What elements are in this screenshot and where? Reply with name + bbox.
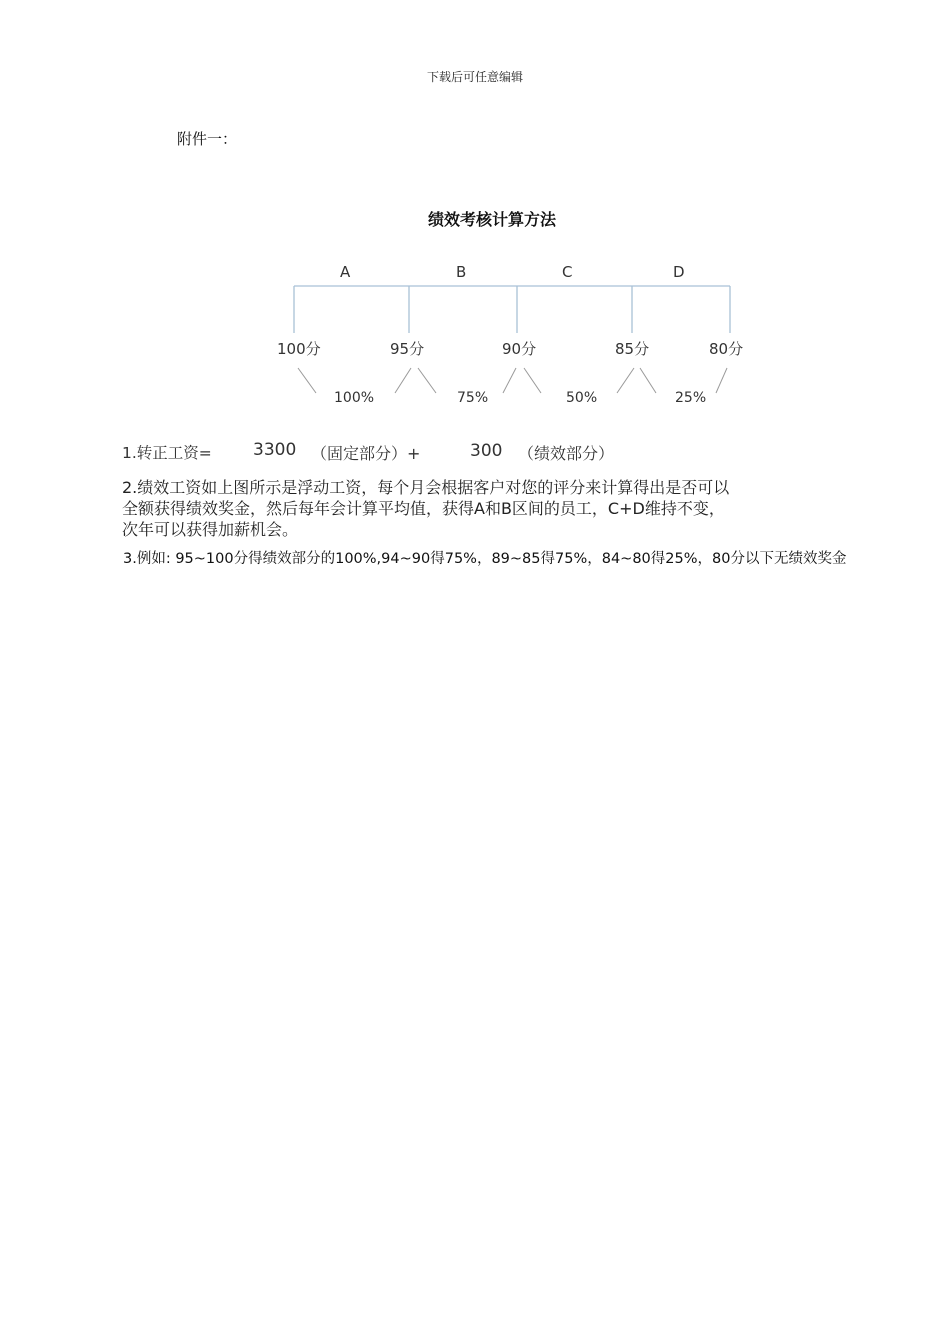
branch-80-left	[716, 368, 727, 393]
branch-85-left	[617, 368, 634, 393]
fixed-amount: 3300	[253, 440, 297, 460]
fixed-note: （固定部分）+	[311, 444, 421, 463]
branch-95-left	[395, 368, 411, 393]
grade-label-d: D	[673, 263, 685, 281]
percent-label-25: 25%	[675, 390, 707, 406]
tree-lines	[294, 286, 730, 333]
performance-amount: 300	[470, 441, 503, 461]
salary-label: 1.转正工资=	[122, 444, 212, 462]
branch-90-left	[503, 368, 516, 393]
score-label-95: 95分	[390, 340, 425, 358]
percent-label-75: 75%	[457, 390, 489, 406]
paragraph-line: 2.绩效工资如上图所示是浮动工资，每个月会根据客户对您的评分来计算得出是否可以	[122, 478, 730, 497]
grade-label-b: B	[456, 263, 467, 281]
grade-label-a: A	[340, 263, 351, 281]
performance-note: （绩效部分）	[518, 444, 615, 463]
paragraph-line: 全额获得绩效奖金，然后每年会计算平均值，获得A和B区间的员工，C+D维持不变，	[122, 499, 725, 518]
branch-100-right	[298, 368, 316, 393]
score-label-85: 85分	[615, 340, 650, 358]
paragraph-line: 次年可以获得加薪机会。	[122, 520, 299, 539]
header-note: 下载后可任意编辑	[426, 70, 523, 84]
document-title: 绩效考核计算方法	[427, 210, 556, 229]
attachment-label: 附件一：	[177, 130, 238, 148]
branch-85-right	[640, 368, 656, 393]
score-label-100: 100分	[277, 340, 321, 358]
grade-label-c: C	[562, 263, 573, 281]
salary-formula-line	[122, 441, 642, 463]
branch-90-right	[524, 368, 541, 393]
score-label-80: 80分	[709, 340, 744, 358]
percent-label-50: 50%	[566, 390, 598, 406]
example-line: 3.例如: 95~100分得绩效部分的100%,94~90得75%，89~85得75%，84~80得25%，80分以下无绩效奖金	[123, 551, 847, 567]
percent-label-100: 100%	[334, 390, 375, 406]
explanation-paragraph	[122, 477, 729, 540]
score-label-90: 90分	[502, 340, 537, 358]
branch-95-right	[418, 368, 436, 393]
